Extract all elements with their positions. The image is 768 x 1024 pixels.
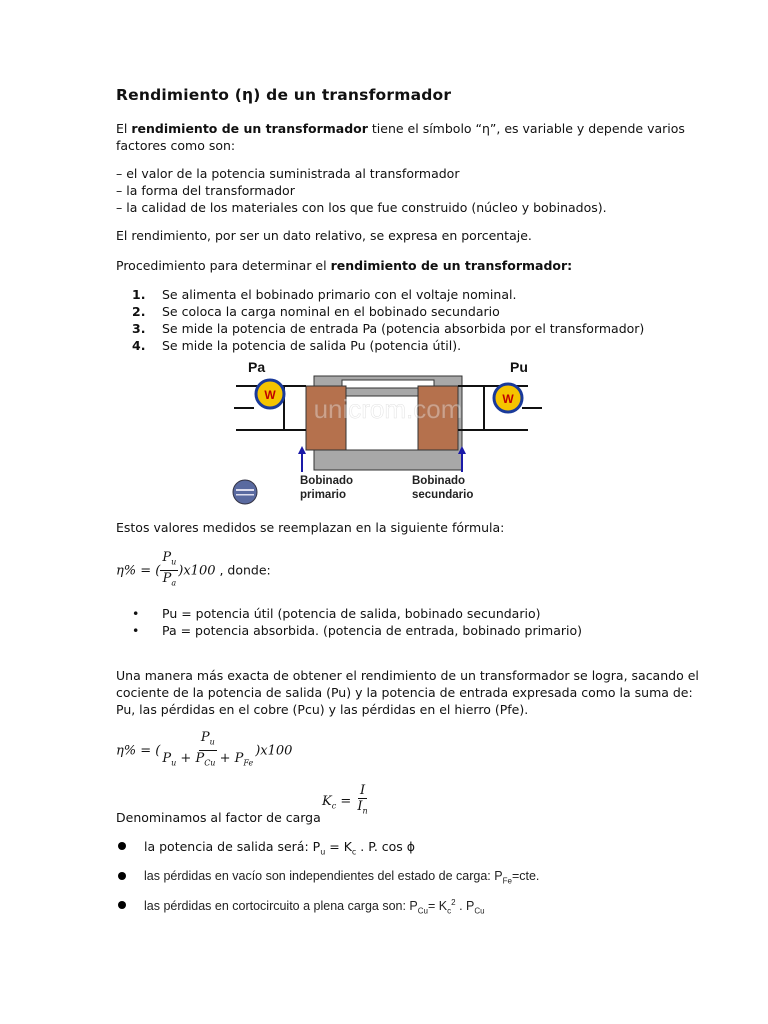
relative-note: El rendimiento, por ser un dato relativo, se expresa en porcentaje. <box>116 228 532 243</box>
pu-label: Pu <box>510 359 528 375</box>
secondary-label-1: Bobinado <box>412 475 466 487</box>
arrow-up-icon <box>298 446 306 454</box>
intro-line-2: factores como son: <box>116 138 236 153</box>
load-factor-label: Denominamos al factor de carga <box>116 810 321 825</box>
definition-item: • Pu = potencia útil (potencia de salida, bobinado secundario) <box>132 606 541 621</box>
secondary-label-2: secundario <box>412 489 474 501</box>
bullet-icon <box>118 842 126 850</box>
definition-item: • Pa = potencia absorbida. (potencia de entrada, bobinado primario) <box>132 623 583 638</box>
transformer-diagram <box>228 356 548 508</box>
procedure-heading: Procedimiento para determinar el rendimiento de un transformador: <box>116 258 573 273</box>
load-point-noload: las pérdidas en vacío son independientes del estado de carga: $P_{Fe}=cte$. <box>144 869 540 886</box>
step-item: 3. Se mide la potencia de entrada Pa (potencia absorbida por el transformador) <box>132 321 645 336</box>
logo-stripe <box>236 494 254 496</box>
watermark: unicrom.com <box>313 394 463 424</box>
step-item: 1. Se alimenta el bobinado primario con el voltaje nominal. <box>132 287 517 302</box>
wattmeter-label: W <box>264 388 276 402</box>
exact-line: cociente de la potencia de salida (Pu) y la potencia de entrada expresada como la suma de: <box>116 685 693 700</box>
exact-line: Una manera más exacta de obtener el rendimiento de un transformador se logra, sacando el <box>116 668 699 683</box>
bullet-icon <box>118 901 126 909</box>
wattmeter-label: W <box>502 392 514 406</box>
unicrom-logo-icon <box>233 480 257 504</box>
bullet-icon <box>118 872 126 880</box>
page-title: Rendimiento (η) de un transformador <box>116 86 452 104</box>
formula-load-factor: $K_c$ = $\frac{I}{I_n}$ <box>322 783 368 816</box>
formula-efficiency-exact: η% = ( $\frac{P_u}{P_u + P_{Cu} + P_{Fe}}$ )x100 <box>116 730 293 768</box>
load-point-shortcircuit: las pérdidas en cortocircuito a plena carga son: $P_{Cu}= K_c^2$ . $P_{Cu}$ <box>144 898 485 916</box>
step-item: 2. Se coloca la carga nominal en el bobinado secundario <box>132 304 500 319</box>
formula-intro: Estos valores medidos se reemplazan en la siguiente fórmula: <box>116 520 505 535</box>
formula-efficiency: η% = ( $\frac{P_u}{P_a}$ )x100 , donde: <box>116 550 271 588</box>
intro-line-1: El rendimiento de un transformador tiene el símbolo “η”, es variable y depende varios <box>116 121 685 136</box>
factor-item: – la calidad de los materiales con los que fue construido (núcleo y bobinados). <box>116 200 607 215</box>
exact-line: Pu, las pérdidas en el cobre (Pcu) y las pérdidas en el hierro (Pfe). <box>116 702 529 717</box>
logo-stripe <box>236 489 254 491</box>
pa-label: Pa <box>248 359 266 375</box>
factor-item: – la forma del transformador <box>116 183 295 198</box>
factor-item: – el valor de la potencia suministrada al transformador <box>116 166 460 181</box>
step-item: 4. Se mide la potencia de salida Pu (potencia útil). <box>132 338 462 353</box>
load-point-output: la potencia de salida será: $P_u = K_c$ . P. cos ϕ <box>144 839 416 857</box>
primary-label-2: primario <box>300 489 347 501</box>
primary-label-1: Bobinado <box>300 475 354 487</box>
